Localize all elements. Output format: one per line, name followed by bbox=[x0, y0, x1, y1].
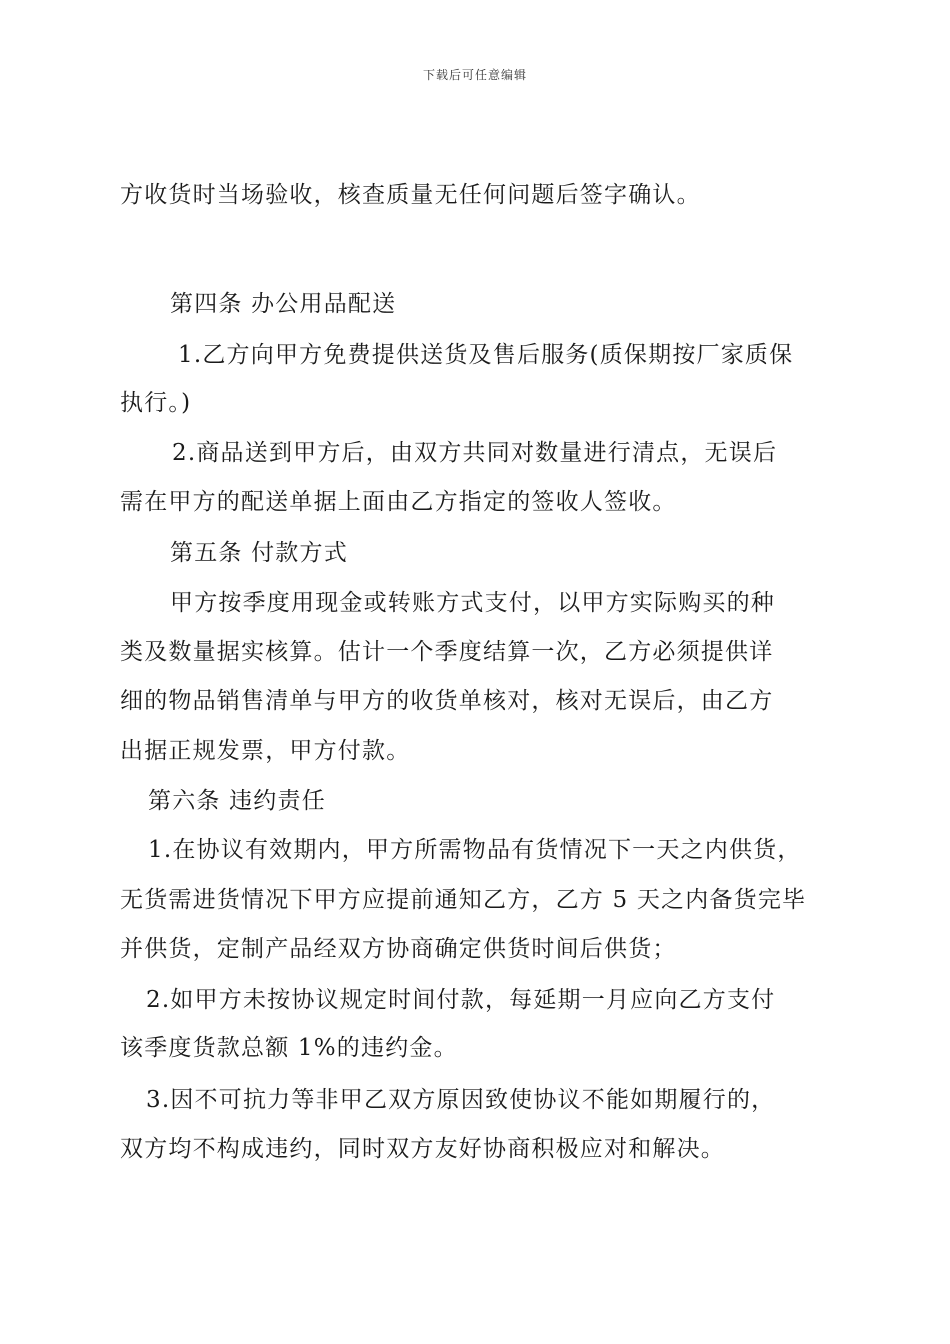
download-edit-note: 下载后可任意编辑 bbox=[422, 68, 527, 82]
article-four-item-1: 1.乙方向甲方免费提供送货及售后服务(质保期按厂家质保 bbox=[178, 342, 794, 368]
article-six-item-1-cont-1: 无货需进货情况下甲方应提前通知乙方，乙方 5 天之内备货完毕 bbox=[120, 887, 807, 913]
article-five-heading: 第五条 付款方式 bbox=[170, 540, 348, 566]
article-five-para-line-2: 类及数量据实核算。估计一个季度结算一次，乙方必须提供详 bbox=[120, 639, 774, 665]
article-four-item-1-cont: 执行。) bbox=[120, 390, 192, 416]
article-four-item-2: 2.商品送到甲方后，由双方共同对数量进行清点，无误后 bbox=[172, 440, 778, 466]
article-five-para-line-1: 甲方按季度用现金或转账方式支付，以甲方实际购买的种 bbox=[170, 590, 775, 616]
article-six-heading: 第六条 违约责任 bbox=[148, 788, 326, 814]
article-four-heading: 第四条 办公用品配送 bbox=[170, 291, 397, 317]
article-six-item-1-cont-2: 并供货，定制产品经双方协商确定供货时间后供货； bbox=[120, 936, 677, 962]
article-six-item-1: 1.在协议有效期内，甲方所需物品有货情况下一天之内供货， bbox=[148, 837, 802, 863]
article-five-para-line-4: 出据正规发票，甲方付款。 bbox=[120, 738, 411, 764]
article-five-para-line-3: 细的物品销售清单与甲方的收货单核对，核对无误后，由乙方 bbox=[120, 688, 774, 714]
article-four-item-2-cont: 需在甲方的配送单据上面由乙方指定的签收人签收。 bbox=[120, 489, 677, 515]
article-six-item-2: 2.如甲方未按协议规定时间付款，每延期一月应向乙方支付 bbox=[146, 987, 776, 1013]
article-six-item-3: 3.因不可抗力等非甲乙双方原因致使协议不能如期履行的， bbox=[146, 1087, 776, 1113]
text-line-continuation: 方收货时当场验收，核查质量无任何问题后签字确认。 bbox=[120, 182, 701, 208]
article-six-item-3-cont: 双方均不构成违约，同时双方友好协商积极应对和解决。 bbox=[120, 1136, 725, 1162]
article-six-item-2-cont: 该季度货款总额 1%的违约金。 bbox=[120, 1035, 458, 1061]
